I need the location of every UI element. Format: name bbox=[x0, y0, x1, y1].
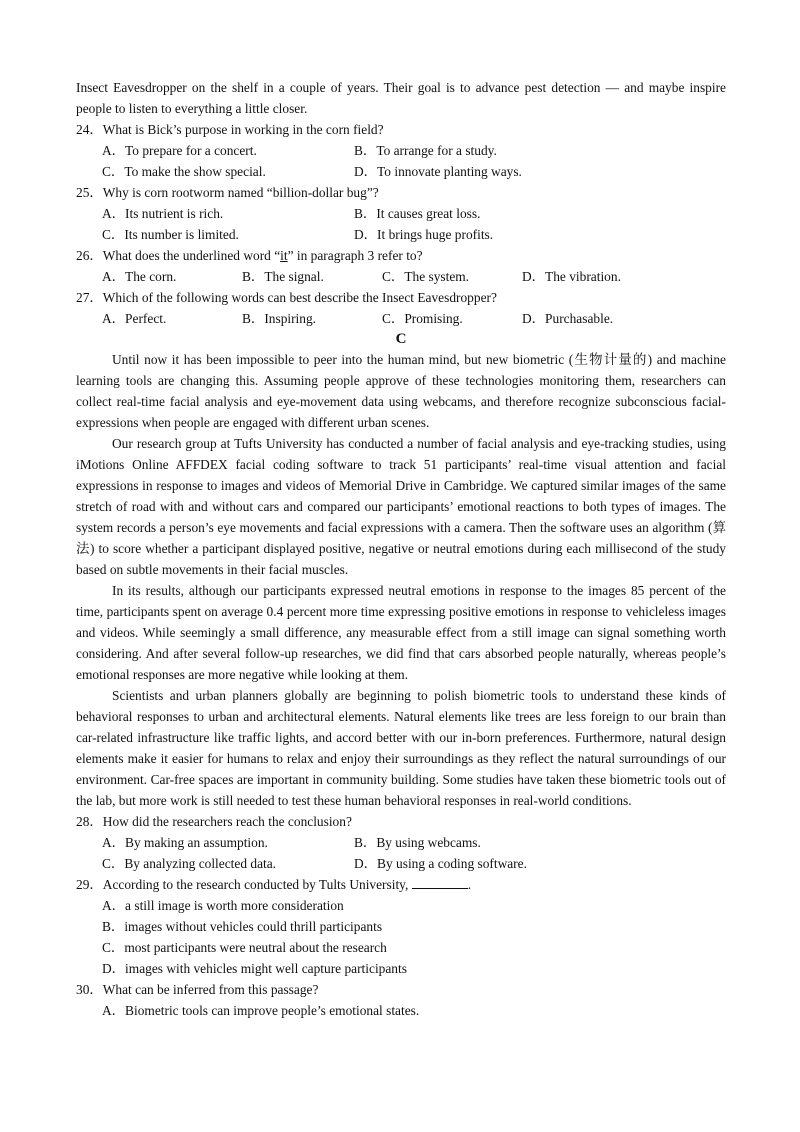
question-26-stem-start: 26．What does the underlined word “ bbox=[76, 248, 281, 263]
option-28-c: C．By analyzing collected data. bbox=[102, 856, 277, 871]
option-24-a: A．To prepare for a concert. bbox=[102, 143, 257, 158]
question-28-options-row-1 bbox=[76, 832, 726, 853]
option-29-c: C．most participants were neutral about the research bbox=[102, 940, 387, 955]
intro-line-1: Insect Eavesdropper on the shelf in a couple of years. Their goal is to advance pest detection — and maybe inspire bbox=[76, 80, 726, 95]
option-24-b: B．To arrange for a study. bbox=[354, 143, 497, 158]
question-30-stem: 30．What can be inferred from this passage? bbox=[76, 982, 319, 997]
option-28-d: D．By using a coding software. bbox=[354, 856, 527, 871]
section-c-heading: C bbox=[395, 331, 407, 347]
intro-line-2: people to listen to everything a little closer. bbox=[76, 101, 308, 116]
question-26-options bbox=[76, 266, 726, 287]
question-26-stem bbox=[76, 245, 726, 266]
option-27-a: A．Perfect. bbox=[102, 311, 167, 326]
question-25-options-row-1 bbox=[76, 203, 726, 224]
option-28-b: B．By using webcams. bbox=[354, 835, 481, 850]
option-30-a: A．Biometric tools can improve people’s emotional states. bbox=[102, 1003, 420, 1018]
option-29-d: D．images with vehicles might well capture participants bbox=[102, 961, 407, 976]
option-26-b: B．The signal. bbox=[242, 269, 324, 284]
answer-blank bbox=[412, 876, 468, 889]
question-27-options bbox=[76, 308, 726, 329]
passage-paragraph-1: Until now it has been impossible to peer into the human mind, but new biometric (生物计量的) and machine learning tools are changing this. Assuming people approve of these technologies monitoring them, researchers can collect real-time facial analysis and eye-movement data using webcams, and therefore recognize subconscious facial-expressions when people are engaged with different urban scenes. bbox=[76, 352, 726, 430]
option-27-c: C．Promising. bbox=[382, 311, 463, 326]
question-25-stem: 25．Why is corn rootworm named “billion-dollar bug”? bbox=[76, 185, 379, 200]
question-29-stem bbox=[76, 874, 726, 895]
option-28-a: A．By making an assumption. bbox=[102, 835, 268, 850]
passage-paragraph-4: Scientists and urban planners globally are beginning to polish biometric tools to understand these kinds of behavioral responses to urban and architectural elements. Natural elements like trees are less foreign to our brain than car-related infrastructure like traffic lights, and accord better with our in-born preferences. Furthermore, natural design elements make it easier for humans to relax and enjoy their surroundings as they reflect the natural surroundings of our environment. Car-free spaces are important in community building. Some studies have taken these biometric tools out of the lab, but more work is still needed to test these human behavioral responses in real-world conditions. bbox=[76, 688, 726, 808]
question-28-stem: 28．How did the researchers reach the conclusion? bbox=[76, 814, 352, 829]
option-29-a: A．a still image is worth more consideration bbox=[102, 898, 344, 913]
option-24-c: C．To make the show special. bbox=[102, 164, 266, 179]
option-26-c: C．The system. bbox=[382, 269, 470, 284]
option-25-d: D．It brings huge profits. bbox=[354, 227, 494, 242]
question-28-options-row-2 bbox=[76, 853, 726, 874]
option-26-a: A．The corn. bbox=[102, 269, 177, 284]
option-24-d: D．To innovate planting ways. bbox=[354, 164, 522, 179]
question-25-options-row-2 bbox=[76, 224, 726, 245]
question-29-stem-end: . bbox=[467, 877, 472, 892]
option-26-d: D．The vibration. bbox=[522, 269, 621, 284]
option-29-b: B．images without vehicles could thrill participants bbox=[102, 919, 383, 934]
passage-paragraph-3: In its results, although our participants expressed neutral emotions in response to the images 85 percent of the time, participants spent on average 0.4 percent more time expressing positive emotions in response to vehicleless images and videos. While seemingly a small difference, any measurable effect from a still image can signal something worth considering. And after several follow-up researches, we did find that cars absorbed people naturally, whereas people’s emotional responses are more negative while looking at them. bbox=[76, 583, 726, 682]
question-27-stem: 27．Which of the following words can best describe the Insect Eavesdropper? bbox=[76, 290, 497, 305]
exam-page bbox=[76, 77, 726, 1021]
question-24-stem: 24．What is Bick’s purpose in working in the corn field? bbox=[76, 122, 384, 137]
option-25-c: C．Its number is limited. bbox=[102, 227, 239, 242]
question-24-options-row-2 bbox=[76, 161, 726, 182]
underlined-word: it bbox=[280, 248, 288, 263]
option-25-b: B．It causes great loss. bbox=[354, 206, 481, 221]
question-26-stem-end: ” in paragraph 3 refer to? bbox=[287, 248, 423, 263]
passage-paragraph-2: Our research group at Tufts University has conducted a number of facial analysis and eye-tracking studies, using iMotions Online AFFDEX facial coding software to track 51 participants’ real-time visual attention and facial expressions in response to images and videos of Memorial Drive in Cambridge. We captured similar images of the same stretch of road with and without cars and compared our participants’ emotional reactions to both types of images. The system records a person’s eye movements and facial expressions with a camera. Then the software uses an algorithm (算法) to score whether a participant displayed positive, negative or neutral emotions during each millisecond of the study based on subtle movements in their facial muscles. bbox=[76, 436, 726, 577]
question-24-options-row-1 bbox=[76, 140, 726, 161]
option-27-d: D．Purchasable. bbox=[522, 311, 614, 326]
question-29-stem-text: 29．According to the research conducted by Tults University, bbox=[76, 877, 409, 892]
option-27-b: B．Inspiring. bbox=[242, 311, 317, 326]
option-25-a: A．Its nutrient is rich. bbox=[102, 206, 224, 221]
